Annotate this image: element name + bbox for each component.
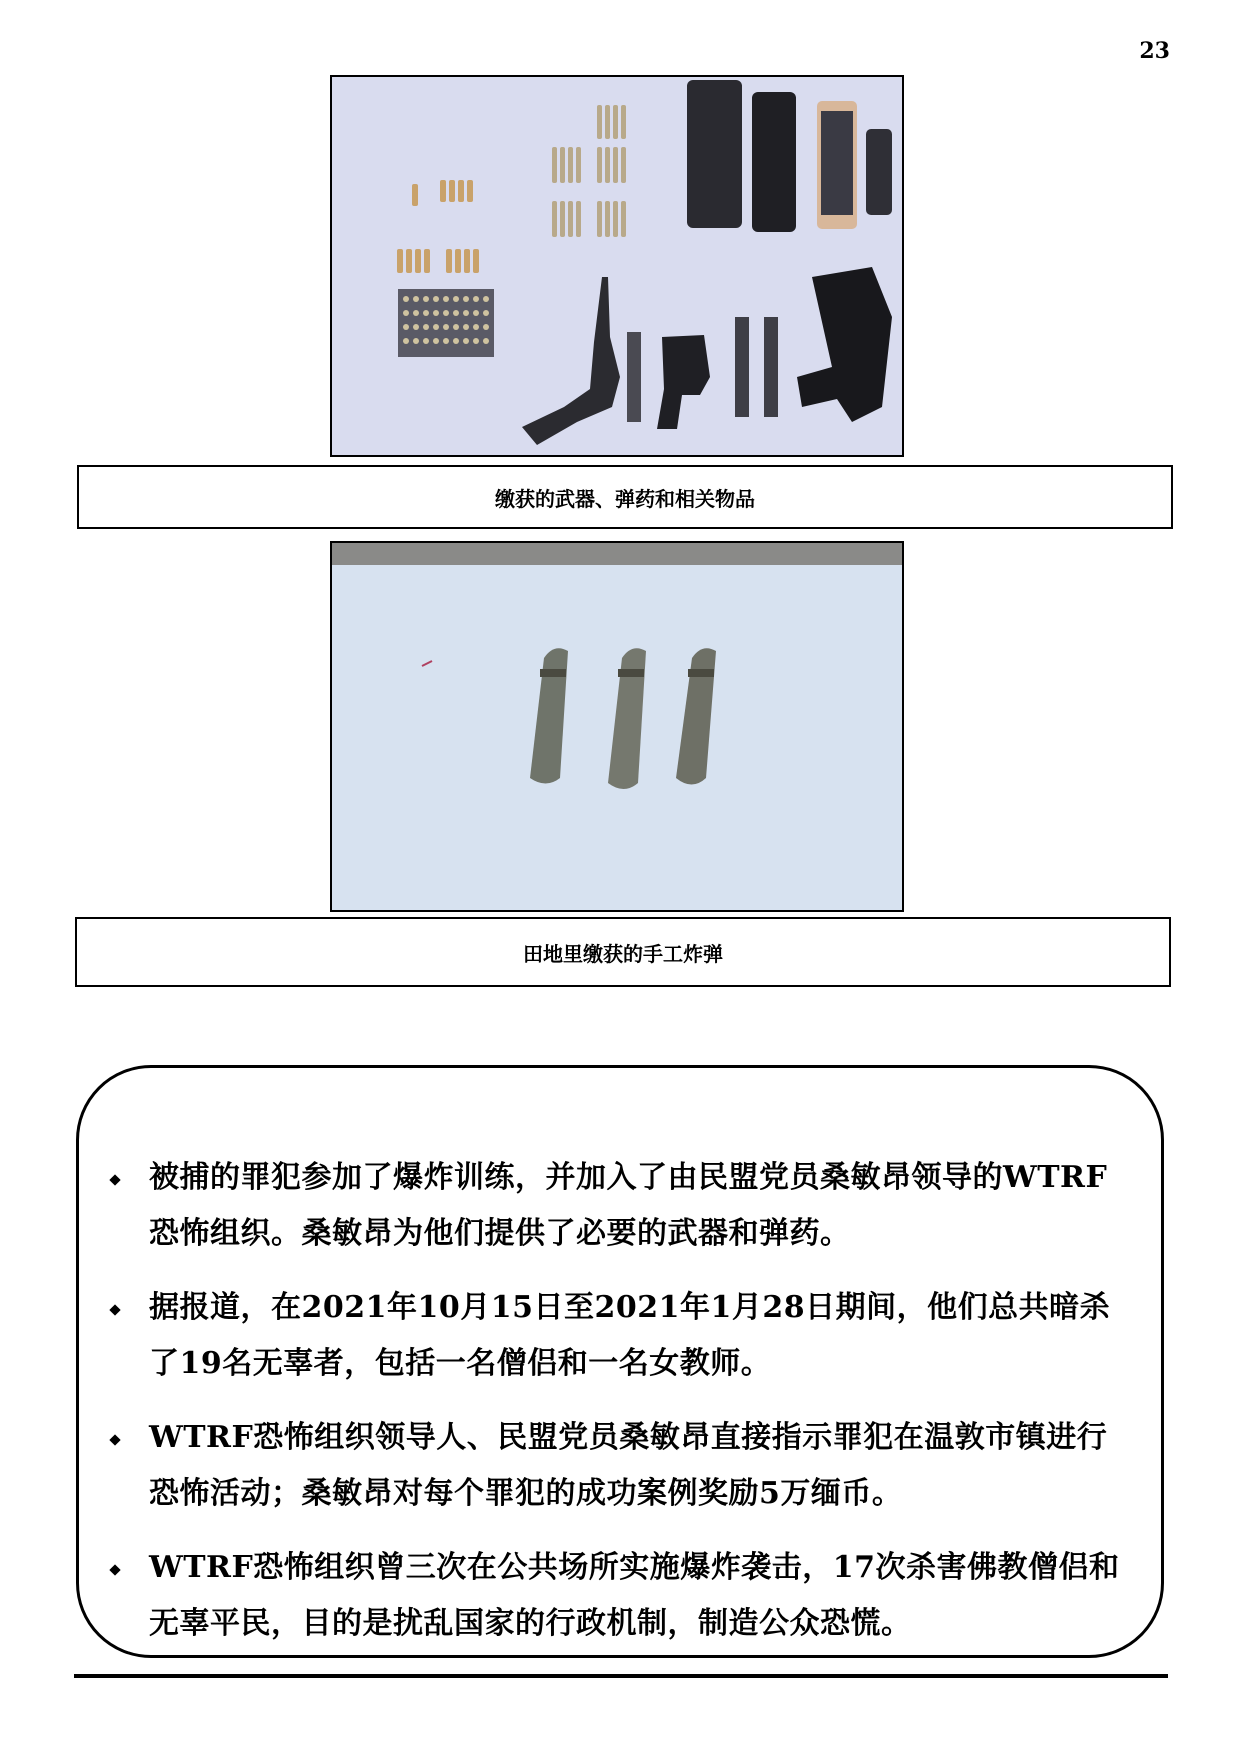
bullet-item [109,1540,1131,1652]
caption-text: 田地里缴获的手工炸弹 [523,941,723,966]
bullet-item [109,1280,1131,1392]
bullet-text: WTRF恐怖组织曾三次在公共场所实施爆炸袭击，17次杀害佛教僧侣和无辜平民，目的是扰乱国家的行政机制，制造公众恐慌。 [149,1550,1120,1641]
figure-caption [75,917,1171,987]
diamond-bullet-icon [109,1304,120,1315]
figure-caption [77,465,1173,529]
bullet-text: 据报道，在2021年10月15日至2021年1月28日期间，他们总共暗杀了19名无辜者，包括一名僧侣和一名女教师。 [149,1290,1111,1381]
diamond-bullet-icon [109,1434,120,1445]
bombs-photo [330,541,904,912]
page-number: 23 [1139,38,1170,64]
caption-text: 缴获的武器、弹药和相关物品 [495,486,755,511]
bullet-item [109,1150,1131,1262]
bullet-text: WTRF恐怖组织领导人、民盟党员桑敏昂直接指示罪犯在温敦市镇进行恐怖活动；桑敏昂对每个罪犯的成功案例奖励5万缅币。 [149,1420,1108,1511]
bullet-text: 被捕的罪犯参加了爆炸训练，并加入了由民盟党员桑敏昂领导的WTRF恐怖组织。桑敏昂为他们提供了必要的武器和弹药。 [149,1160,1108,1251]
summary-box [76,1065,1164,1658]
footer-rule [74,1674,1168,1678]
bullet-list [109,1150,1131,1670]
diamond-bullet-icon [109,1564,120,1575]
bullet-item [109,1410,1131,1522]
weapons-photo [330,75,904,457]
diamond-bullet-icon [109,1174,120,1185]
